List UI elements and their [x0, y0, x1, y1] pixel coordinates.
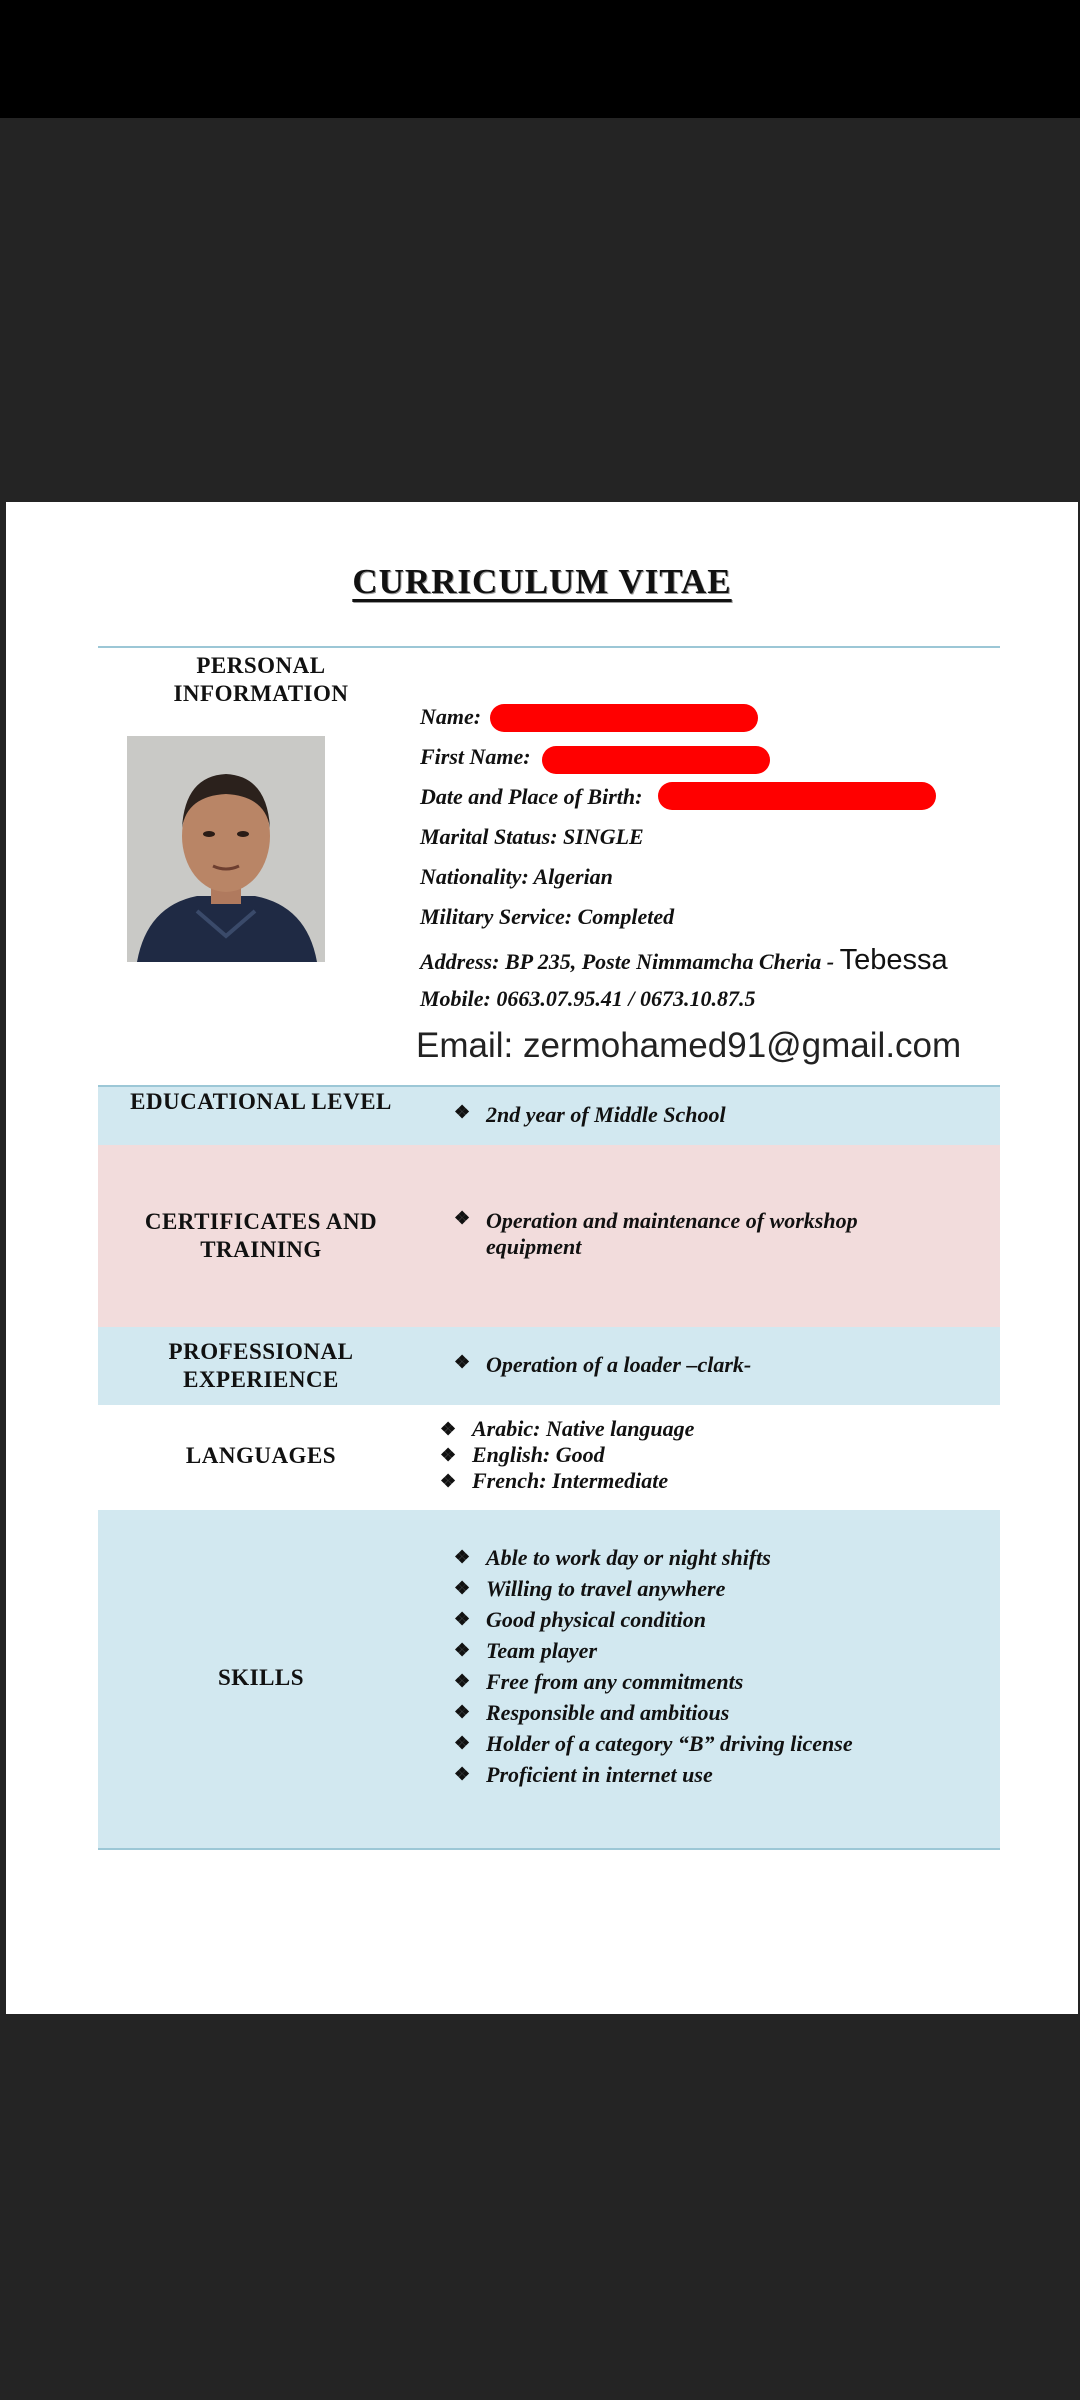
- list-item: ❖ Proficient in internet use: [454, 1759, 853, 1790]
- list-item: ❖ Good physical condition: [454, 1604, 853, 1635]
- diamond-bullet-icon: ❖: [454, 1764, 471, 1784]
- skills-list: [454, 1542, 853, 1790]
- first-name-redaction: [542, 746, 770, 774]
- list-item: ❖ Able to work day or night shifts: [454, 1542, 853, 1573]
- email: Email: zermohamed91@gmail.com: [416, 1026, 962, 1065]
- diamond-bullet-icon: ❖: [454, 1671, 471, 1691]
- diamond-bullet-icon: ❖: [454, 1547, 471, 1567]
- certificates-heading: CERTIFICATES AND TRAINING: [144, 1209, 378, 1262]
- list-item: ❖ Operation of a loader –clark-: [454, 1352, 752, 1377]
- top-rule: [98, 646, 1000, 648]
- name-label: Name:: [420, 704, 482, 729]
- first-name-label: First Name:: [420, 744, 531, 769]
- education-heading: EDUCATIONAL LEVEL: [130, 1089, 392, 1114]
- diamond-bullet-icon: ❖: [454, 1702, 471, 1722]
- diamond-bullet-icon: ❖: [454, 1640, 471, 1660]
- diamond-bullet-icon: ❖: [440, 1445, 457, 1465]
- marital-status: Marital Status: SINGLE: [420, 824, 644, 849]
- diamond-bullet-icon: ❖: [454, 1102, 471, 1122]
- birth-redaction: [658, 782, 936, 810]
- status-bar: [0, 0, 1080, 118]
- birth-label: Date and Place of Birth:: [420, 784, 643, 809]
- first-name-line: [420, 744, 531, 770]
- address-text: Address: BP 235, Poste Nimmamcha Cheria -: [420, 949, 835, 974]
- list-item: ❖ Team player: [454, 1635, 853, 1666]
- diamond-bullet-icon: ❖: [440, 1471, 457, 1491]
- personal-heading: PERSONAL INFORMATION: [173, 653, 349, 706]
- diamond-bullet-icon: ❖: [454, 1733, 471, 1753]
- birth-line: [420, 784, 642, 810]
- page-title: CURRICULUM VITAE: [352, 562, 732, 601]
- portrait-image: [127, 736, 325, 962]
- experience-heading: PROFESSIONAL EXPERIENCE: [168, 1339, 354, 1392]
- skills-heading: SKILLS: [217, 1665, 305, 1690]
- certificates-list: [454, 1208, 858, 1260]
- list-item: ❖ Arabic: Native language: [440, 1416, 695, 1441]
- list-item: ❖ Willing to travel anywhere: [454, 1573, 853, 1604]
- address-city: Tebessa: [839, 944, 948, 976]
- diamond-bullet-icon: ❖: [440, 1419, 457, 1439]
- profile-photo: [127, 736, 325, 962]
- list-item: ❖ French: Intermediate: [440, 1468, 669, 1493]
- languages-list: [440, 1416, 694, 1494]
- list-item: ❖ English: Good: [440, 1442, 605, 1467]
- name-redaction: [490, 704, 758, 732]
- mobile: Mobile: 0663.07.95.41 / 0673.10.87.5: [420, 986, 756, 1011]
- languages-heading: LANGUAGES: [185, 1443, 337, 1468]
- document-page: [6, 502, 1078, 2014]
- list-item: ❖ Responsible and ambitious: [454, 1697, 853, 1728]
- diamond-bullet-icon: ❖: [454, 1208, 471, 1228]
- list-item: equipment: [486, 1234, 582, 1259]
- diamond-bullet-icon: ❖: [454, 1352, 471, 1372]
- diamond-bullet-icon: ❖: [454, 1578, 471, 1598]
- nationality: Nationality: Algerian: [420, 864, 613, 889]
- experience-list: [454, 1352, 751, 1378]
- diamond-bullet-icon: ❖: [454, 1609, 471, 1629]
- list-item: ❖ Operation and maintenance of workshop: [454, 1208, 858, 1233]
- list-item: ❖ Free from any commitments: [454, 1666, 853, 1697]
- education-list: [454, 1102, 726, 1128]
- address-line: [420, 944, 948, 977]
- list-item: ❖ 2nd year of Middle School: [454, 1102, 726, 1127]
- name-line: [420, 704, 481, 730]
- list-item: ❖ Holder of a category “B” driving license: [454, 1728, 853, 1759]
- military-service: Military Service: Completed: [420, 904, 675, 929]
